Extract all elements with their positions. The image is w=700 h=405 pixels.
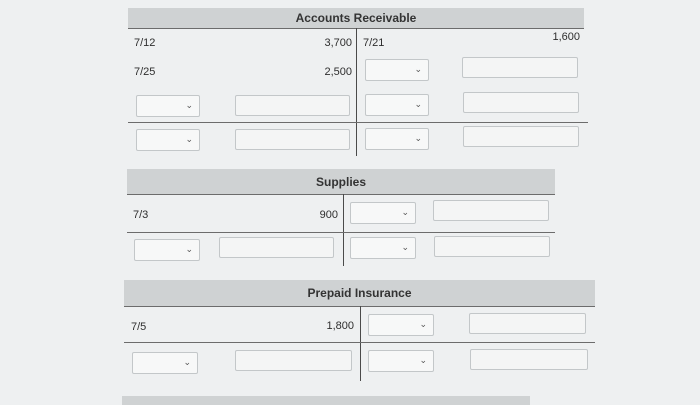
- supplies-totals-line: [127, 232, 555, 233]
- prepaid-insurance-debit-balance-date-select[interactable]: [132, 352, 198, 374]
- accounts-receivable-header: [128, 8, 584, 28]
- chevron-down-icon: ⌄: [401, 208, 409, 218]
- supplies-title: Supplies: [315, 174, 366, 189]
- prepaid-insurance-totals-line: [124, 342, 595, 343]
- ar-credit-date-select-1[interactable]: [365, 59, 429, 81]
- supplies-debit-balance-input[interactable]: [219, 237, 334, 258]
- prepaid-insurance-credit-amount-input-1[interactable]: [469, 313, 586, 334]
- supplies-t-divider: [343, 194, 344, 266]
- chevron-down-icon: ⌄: [419, 320, 427, 330]
- prepaid-insurance-credit-date-select-1[interactable]: [368, 314, 434, 336]
- supplies-debit-balance-date-select[interactable]: [134, 239, 200, 261]
- ar-debit-balance-date-select[interactable]: [136, 129, 200, 151]
- supplies-credit-amount-input-1[interactable]: [433, 200, 549, 221]
- ar-totals-line: [128, 122, 588, 123]
- ar-debit-amount-input-1[interactable]: [235, 95, 350, 116]
- prepaid-insurance-title: Prepaid Insurance: [307, 286, 412, 300]
- ar-debit-balance-input[interactable]: [235, 129, 350, 150]
- prepaid-insurance-t-divider: [360, 306, 361, 381]
- chevron-down-icon: ⌄: [414, 134, 422, 144]
- ar-debit-date-2: 7/25: [134, 66, 156, 78]
- ar-debit-date-1: 7/12: [134, 37, 156, 49]
- ar-credit-date-select-2[interactable]: [365, 94, 429, 116]
- prepaid-insurance-credit-balance-input[interactable]: [470, 349, 588, 370]
- supplies-debit-date-1: 7/3: [133, 209, 149, 221]
- supplies-credit-balance-date-select[interactable]: [350, 237, 416, 259]
- chevron-down-icon: ⌄: [414, 65, 422, 75]
- supplies-credit-balance-input[interactable]: [434, 236, 550, 257]
- chevron-down-icon: ⌄: [183, 358, 191, 368]
- chevron-down-icon: ⌄: [401, 243, 409, 253]
- ar-credit-amount-input-1[interactable]: [462, 57, 578, 78]
- ar-debit-amount-2: 2,500: [324, 66, 352, 78]
- supplies-header-underline: [127, 194, 555, 195]
- prepaid-insurance-debit-amount-1: 1,800: [326, 320, 354, 332]
- chevron-down-icon: ⌄: [419, 356, 427, 366]
- chevron-down-icon: ⌄: [185, 101, 193, 111]
- prepaid-insurance-credit-balance-date-select[interactable]: [368, 350, 434, 372]
- ar-debit-amount-1: 3,700: [324, 37, 352, 49]
- ar-credit-amount-input-2[interactable]: [463, 92, 579, 113]
- prepaid-insurance-debit-date-1: 7/5: [131, 321, 147, 333]
- ar-credit-balance-date-select[interactable]: [365, 128, 429, 150]
- prepaid-insurance-debit-balance-input[interactable]: [235, 350, 352, 371]
- chevron-down-icon: ⌄: [185, 135, 193, 145]
- accounts-receivable-title: Accounts Receivable: [295, 11, 417, 25]
- supplies-credit-date-select-1[interactable]: [350, 202, 416, 224]
- ar-credit-date-1: 7/21: [363, 37, 385, 49]
- prepaid-insurance-header: [124, 280, 595, 306]
- supplies-debit-amount-1: 900: [319, 209, 338, 221]
- supplies-header: [127, 169, 555, 194]
- chevron-down-icon: ⌄: [185, 245, 193, 255]
- ar-debit-date-select-1[interactable]: [136, 95, 200, 117]
- ar-t-divider: [356, 28, 357, 156]
- chevron-down-icon: ⌄: [414, 100, 422, 110]
- ar-credit-amount-1: 1,600: [552, 31, 580, 43]
- next-account-header-partial: [122, 396, 530, 405]
- ar-credit-balance-input[interactable]: [463, 126, 579, 147]
